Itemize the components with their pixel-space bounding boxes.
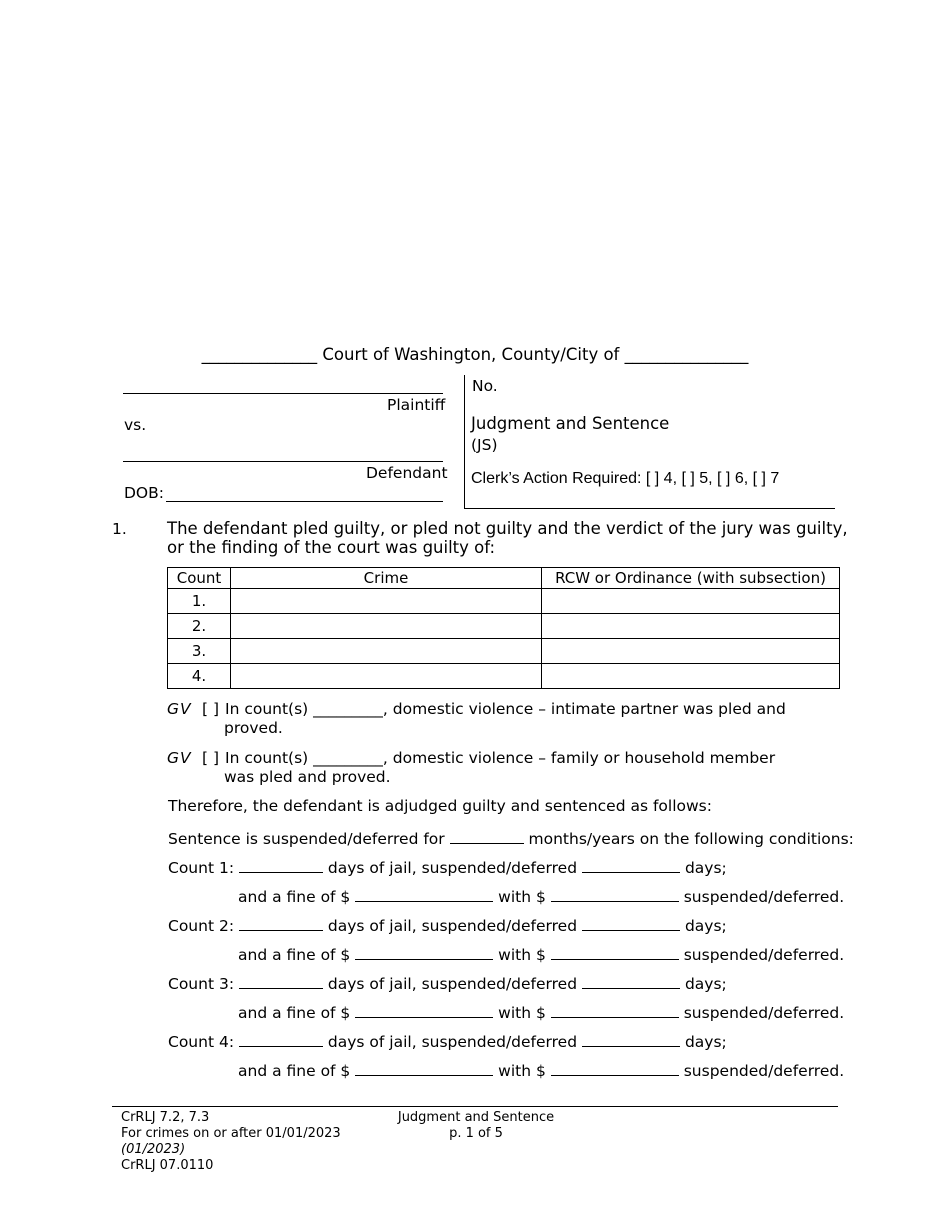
dob-label: DOB:	[124, 484, 164, 502]
clerk-action-required: Clerk’s Action Required: [ ] 4, [ ] 5, [ ] 6, [ ] 7	[471, 470, 780, 487]
document-abbrev: (JS)	[471, 436, 498, 454]
count2-jail-days-field[interactable]	[239, 913, 323, 931]
crime-cell[interactable]	[231, 589, 542, 614]
days-text: days;	[684, 975, 727, 993]
count3-fine-line	[238, 1000, 844, 1022]
gv1-prefix: GV	[167, 700, 192, 718]
gv1-text-cont: proved.	[224, 719, 283, 737]
suspended-text: suspended/deferred.	[683, 1062, 845, 1080]
footer-date: (01/2023)	[121, 1142, 186, 1157]
count2-suspended-fine-field[interactable]	[551, 942, 679, 960]
count3-suspended-fine-field[interactable]	[551, 1000, 679, 1018]
days-text: days;	[684, 917, 727, 935]
count1-jail-line	[168, 855, 727, 877]
sentence-suffix: months/years on the following conditions:	[528, 830, 854, 848]
footer-rule-ref: CrRLJ 7.2, 7.3	[121, 1110, 210, 1125]
fine-text: and a fine of $	[238, 1062, 351, 1080]
jail-text: days of jail, suspended/deferred	[327, 917, 578, 935]
count3-jail-days-field[interactable]	[239, 971, 323, 989]
count2-label: Count 2:	[168, 917, 235, 935]
table-header-row	[168, 568, 840, 589]
count-cell: 3.	[168, 639, 231, 664]
crimes-table	[167, 567, 840, 689]
count4-jail-days-field[interactable]	[239, 1029, 323, 1047]
days-text: days;	[684, 859, 727, 877]
case-number-label: No.	[472, 377, 498, 395]
gv2-prefix: GV	[167, 749, 192, 767]
crime-cell[interactable]	[231, 639, 542, 664]
header-count: Count	[168, 568, 231, 589]
count4-fine-field[interactable]	[355, 1058, 493, 1076]
count1-jail-days-field[interactable]	[239, 855, 323, 873]
table-row	[168, 614, 840, 639]
rcw-cell[interactable]	[542, 639, 840, 664]
count4-jail-line	[168, 1029, 727, 1051]
fine-text: and a fine of $	[238, 946, 351, 964]
caption-divider	[464, 375, 465, 508]
footer-page: p. 1 of 5	[449, 1126, 503, 1141]
count2-suspended-days-field[interactable]	[582, 913, 680, 931]
footer-title: Judgment and Sentence	[397, 1110, 555, 1125]
count1-fine-field[interactable]	[355, 884, 493, 902]
gv1-checkbox[interactable]: [ ]	[202, 700, 220, 718]
rcw-cell[interactable]	[542, 589, 840, 614]
table-row	[168, 589, 840, 614]
count4-label: Count 4:	[168, 1033, 235, 1051]
defendant-label: Defendant	[366, 464, 448, 482]
gv2-checkbox[interactable]: [ ]	[202, 749, 220, 767]
header-crime: Crime	[231, 568, 542, 589]
footer-applies: For crimes on or after 01/01/2023	[121, 1126, 341, 1141]
header-rcw: RCW or Ordinance (with subsection)	[542, 568, 840, 589]
count3-label: Count 3:	[168, 975, 235, 993]
crime-cell[interactable]	[231, 664, 542, 689]
count2-jail-line	[168, 913, 727, 935]
rcw-cell[interactable]	[542, 614, 840, 639]
count3-jail-line	[168, 971, 727, 993]
count4-suspended-fine-field[interactable]	[551, 1058, 679, 1076]
count2-fine-line	[238, 942, 844, 964]
table-row	[168, 639, 840, 664]
with-text: with $	[498, 1062, 546, 1080]
document-title: Judgment and Sentence	[471, 414, 670, 433]
table-row	[168, 664, 840, 689]
days-text: days;	[684, 1033, 727, 1051]
jail-text: days of jail, suspended/deferred	[327, 859, 578, 877]
count2-fine-field[interactable]	[355, 942, 493, 960]
caption-bottom-rule	[464, 508, 835, 509]
count4-fine-line	[238, 1058, 844, 1080]
count4-suspended-days-field[interactable]	[582, 1029, 680, 1047]
court-title: ______________ Court of Washington, County/City of _______________	[201, 345, 749, 364]
count-cell: 2.	[168, 614, 231, 639]
rcw-cell[interactable]	[542, 664, 840, 689]
gv2-text-cont: was pled and proved.	[224, 768, 391, 786]
with-text: with $	[498, 888, 546, 906]
count3-suspended-days-field[interactable]	[582, 971, 680, 989]
count1-label: Count 1:	[168, 859, 235, 877]
suspension-period-field[interactable]	[450, 826, 524, 844]
sentence-line	[168, 826, 854, 848]
count1-fine-line	[238, 884, 844, 906]
suspended-text: suspended/deferred.	[683, 1004, 845, 1022]
section-number: 1.	[112, 520, 127, 538]
sentence-prefix: Sentence is suspended/deferred for	[168, 830, 445, 848]
fine-text: and a fine of $	[238, 1004, 351, 1022]
count1-suspended-days-field[interactable]	[582, 855, 680, 873]
count-cell: 4.	[168, 664, 231, 689]
gv2-text: In count(s) _________, domestic violence – family or household member	[225, 749, 776, 767]
suspended-text: suspended/deferred.	[683, 946, 845, 964]
gv1-text: In count(s) _________, domestic violence – intimate partner was pled and	[225, 700, 786, 718]
crime-cell[interactable]	[231, 614, 542, 639]
suspended-text: suspended/deferred.	[683, 888, 845, 906]
vs-label: vs.	[124, 416, 147, 434]
jail-text: days of jail, suspended/deferred	[327, 975, 578, 993]
therefore-text: Therefore, the defendant is adjudged guilty and sentenced as follows:	[168, 797, 712, 815]
count-cell: 1.	[168, 589, 231, 614]
with-text: with $	[498, 1004, 546, 1022]
footer-form-number: CrRLJ 07.0110	[121, 1158, 214, 1173]
section-text-line2: or the finding of the court was guilty of:	[167, 538, 496, 557]
footer-rule	[112, 1106, 838, 1107]
with-text: with $	[498, 946, 546, 964]
dob-line[interactable]	[166, 501, 443, 502]
defendant-line[interactable]	[123, 461, 443, 462]
section-text-line1: The defendant pled guilty, or pled not guilty and the verdict of the jury was guilty,	[167, 519, 848, 538]
plaintiff-line[interactable]	[123, 393, 443, 394]
plaintiff-label: Plaintiff	[387, 396, 446, 414]
count1-suspended-fine-field[interactable]	[551, 884, 679, 902]
jail-text: days of jail, suspended/deferred	[327, 1033, 578, 1051]
fine-text: and a fine of $	[238, 888, 351, 906]
count3-fine-field[interactable]	[355, 1000, 493, 1018]
